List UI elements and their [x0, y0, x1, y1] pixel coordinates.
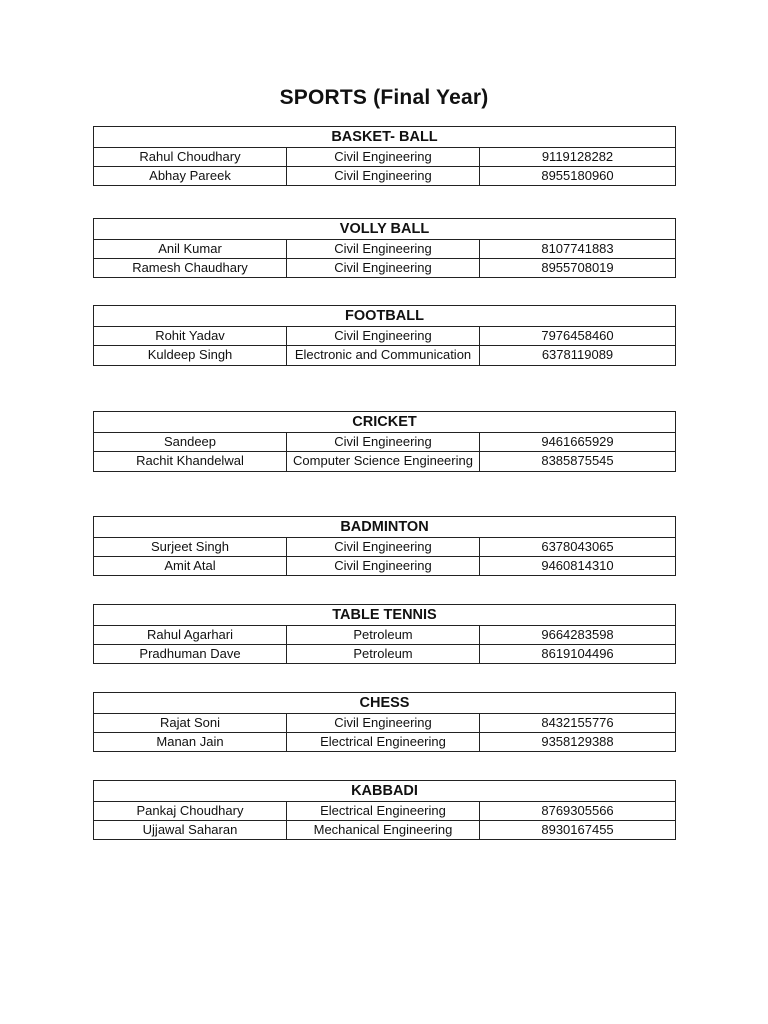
table-football [93, 305, 676, 366]
player-branch: Civil Engineering [287, 327, 480, 346]
sport-heading: BADMINTON [94, 517, 676, 538]
player-phone: 9358129388 [480, 733, 676, 752]
table-table-tennis [93, 604, 676, 664]
player-branch: Mechanical Engineering [287, 821, 480, 840]
table-row [94, 327, 676, 346]
table-row [94, 538, 676, 557]
player-phone: 9461665929 [480, 433, 676, 452]
sport-heading: FOOTBALL [94, 306, 676, 327]
player-branch: Electrical Engineering [287, 802, 480, 821]
table-row [94, 645, 676, 664]
player-name: Rajat Soni [94, 714, 287, 733]
player-name: Sandeep [94, 433, 287, 452]
player-name: Kuldeep Singh [94, 346, 287, 366]
table-badminton [93, 516, 676, 576]
player-phone: 9460814310 [480, 557, 676, 576]
player-branch: Civil Engineering [287, 240, 480, 259]
player-name: Abhay Pareek [94, 167, 287, 186]
table-row [94, 346, 676, 366]
table-row [94, 240, 676, 259]
table-row [94, 557, 676, 576]
player-phone: 6378119089 [480, 346, 676, 366]
player-branch: Civil Engineering [287, 148, 480, 167]
sport-heading: TABLE TENNIS [94, 605, 676, 626]
table-row [94, 167, 676, 186]
player-phone: 8432155776 [480, 714, 676, 733]
player-branch: Petroleum [287, 626, 480, 645]
player-name: Ramesh Chaudhary [94, 259, 287, 278]
table-row [94, 452, 676, 472]
table-row [94, 148, 676, 167]
player-phone: 6378043065 [480, 538, 676, 557]
player-phone: 9119128282 [480, 148, 676, 167]
player-phone: 8107741883 [480, 240, 676, 259]
table-row [94, 733, 676, 752]
player-name: Pankaj Choudhary [94, 802, 287, 821]
table-row [94, 259, 676, 278]
player-phone: 8955180960 [480, 167, 676, 186]
table-row [94, 802, 676, 821]
player-phone: 8955708019 [480, 259, 676, 278]
sport-heading: CHESS [94, 693, 676, 714]
sport-heading: KABBADI [94, 781, 676, 802]
table-kabbadi [93, 780, 676, 840]
table-row [94, 714, 676, 733]
player-branch: Civil Engineering [287, 538, 480, 557]
player-name: Anil Kumar [94, 240, 287, 259]
player-name: Pradhuman Dave [94, 645, 287, 664]
sport-heading: CRICKET [94, 412, 676, 433]
player-phone: 8619104496 [480, 645, 676, 664]
player-branch: Civil Engineering [287, 433, 480, 452]
table-volleyball [93, 218, 676, 278]
sport-heading: VOLLY BALL [94, 219, 676, 240]
player-branch: Civil Engineering [287, 714, 480, 733]
player-name: Rachit Khandelwal [94, 452, 287, 472]
player-branch: Petroleum [287, 645, 480, 664]
player-branch: Civil Engineering [287, 557, 480, 576]
table-row [94, 821, 676, 840]
player-name: Ujjawal Saharan [94, 821, 287, 840]
player-branch: Civil Engineering [287, 259, 480, 278]
player-branch: Computer Science Engineering [287, 452, 480, 472]
player-name: Surjeet Singh [94, 538, 287, 557]
player-phone: 8930167455 [480, 821, 676, 840]
player-phone: 7976458460 [480, 327, 676, 346]
table-basketball [93, 126, 676, 186]
player-name: Rahul Agarhari [94, 626, 287, 645]
table-row [94, 626, 676, 645]
player-phone: 8769305566 [480, 802, 676, 821]
player-branch: Electronic and Communication [287, 346, 480, 366]
page-title: SPORTS (Final Year) [279, 86, 489, 109]
sport-heading: BASKET- BALL [94, 127, 676, 148]
player-phone: 9664283598 [480, 626, 676, 645]
player-branch: Electrical Engineering [287, 733, 480, 752]
table-chess [93, 692, 676, 752]
player-phone: 8385875545 [480, 452, 676, 472]
player-name: Rohit Yadav [94, 327, 287, 346]
table-cricket [93, 411, 676, 472]
player-branch: Civil Engineering [287, 167, 480, 186]
player-name: Rahul Choudhary [94, 148, 287, 167]
player-name: Manan Jain [94, 733, 287, 752]
player-name: Amit Atal [94, 557, 287, 576]
table-row [94, 433, 676, 452]
